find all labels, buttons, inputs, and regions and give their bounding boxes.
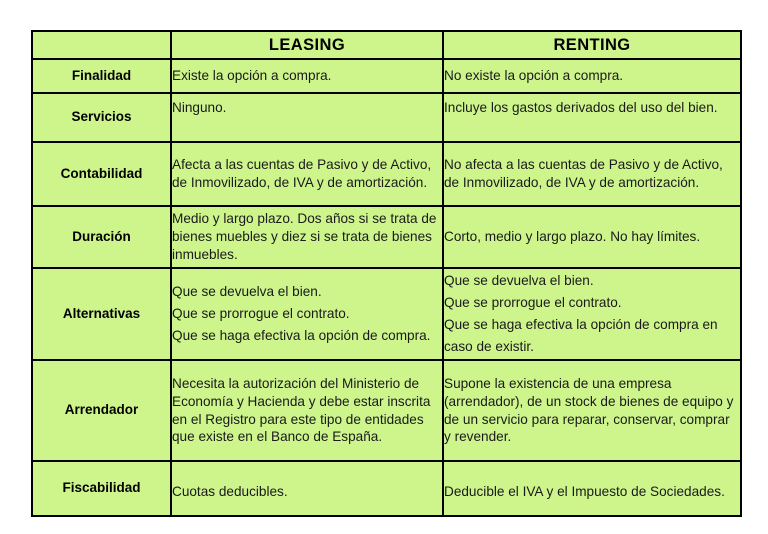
row-label-fiscabilidad: Fiscabilidad: [32, 461, 171, 516]
cell-fiscabilidad-leasing: Cuotas deducibles.: [171, 461, 443, 516]
cell-alternativas-leasing: [171, 268, 443, 360]
cell-fiscabilidad-renting: Deducible el IVA y el Impuesto de Sociedades.: [443, 461, 741, 516]
cell-servicios-renting: Incluye los gastos derivados del uso del bien.: [443, 93, 741, 142]
cell-line: Que se haga efectiva la opción de compra.: [172, 328, 431, 343]
header-cell-renting: RENTING: [443, 31, 741, 59]
row-label-servicios: Servicios: [32, 93, 171, 142]
table-row: [32, 360, 741, 461]
table-row: [32, 93, 741, 142]
cell-contabilidad-renting: No afecta a las cuentas de Pasivo y de Activo, de Inmovilizado, de IVA y de amortización.: [443, 142, 741, 206]
table-row: [32, 461, 741, 516]
table-row: [32, 142, 741, 206]
cell-arrendador-leasing: Necesita la autorización del Ministerio de Economía y Hacienda y debe estar inscrita en el Registro para este tipo de entidades que existe en el Banco de España.: [171, 360, 443, 461]
table-row: [32, 268, 741, 360]
table-header: [32, 31, 741, 59]
cell-arrendador-renting: Supone la existencia de una empresa (arrendador), de un stock de bienes de equipo y de un servicio para reparar, conservar, comprar y revender.: [443, 360, 741, 461]
row-label-arrendador: Arrendador: [32, 360, 171, 461]
header-cell-leasing: LEASING: [171, 31, 443, 59]
row-label-duracion: Duración: [32, 206, 171, 268]
cell-line: Que se prorrogue el contrato.: [172, 305, 350, 321]
header-row: [32, 31, 741, 59]
table-body: [32, 59, 741, 516]
cell-line: Que se devuelva el bien.: [444, 272, 594, 288]
cell-alternativas-renting: [443, 268, 741, 360]
header-cell-blank: [32, 31, 171, 59]
cell-line: Que se prorrogue el contrato.: [444, 294, 622, 310]
cell-line: Que se devuelva el bien.: [172, 283, 322, 299]
cell-line: Que se haga efectiva la opción de compra en caso de existir.: [444, 317, 718, 355]
row-label-contabilidad: Contabilidad: [32, 142, 171, 206]
table-row: [32, 59, 741, 93]
leasing-renting-comparison-table: [31, 30, 742, 517]
cell-finalidad-leasing: Existe la opción a compra.: [171, 59, 443, 93]
cell-duracion-leasing: Medio y largo plazo. Dos años si se trata de bienes muebles y diez si se trata de bienes inmuebles.: [171, 206, 443, 268]
cell-contabilidad-leasing: Afecta a las cuentas de Pasivo y de Activo, de Inmovilizado, de IVA y de amortización.: [171, 142, 443, 206]
row-label-finalidad: Finalidad: [32, 59, 171, 93]
row-label-alternativas: Alternativas: [32, 268, 171, 360]
table-row: [32, 206, 741, 268]
cell-finalidad-renting: No existe la opción a compra.: [443, 59, 741, 93]
cell-duracion-renting: Corto, medio y largo plazo. No hay límites.: [443, 206, 741, 268]
cell-servicios-leasing: Ninguno.: [171, 93, 443, 142]
